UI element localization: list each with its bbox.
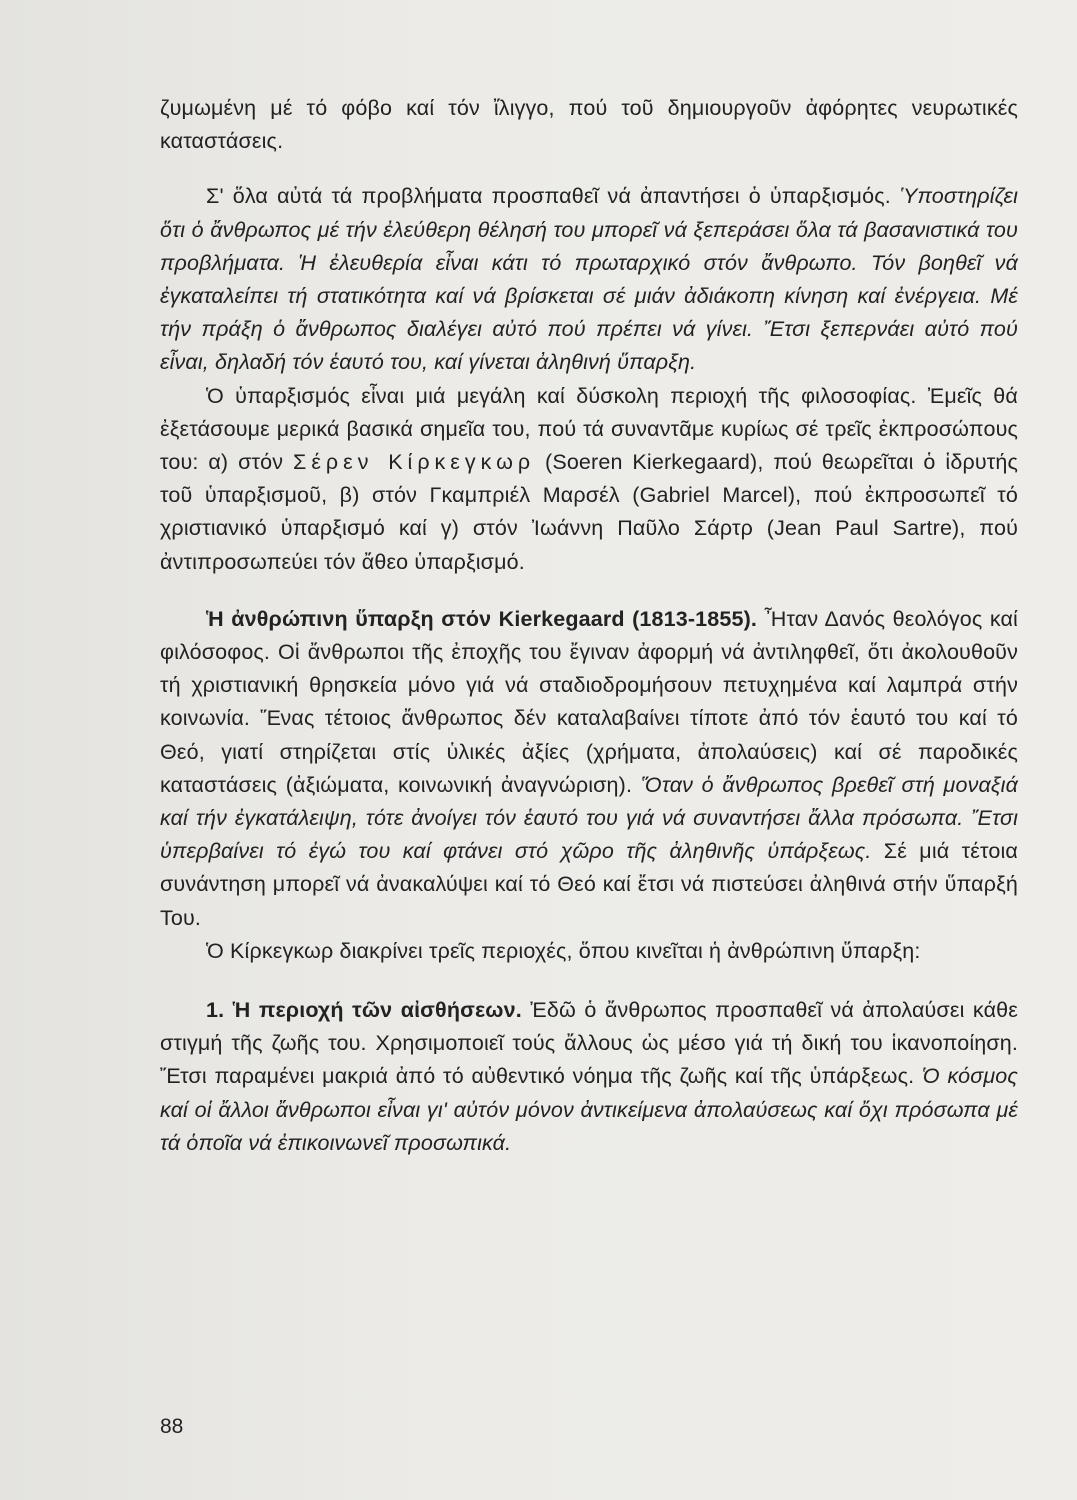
paragraph-3-part-b: (Soeren Kierkegaard), πού θεωρεῖται ὁ ἱδρυτής τοῦ ὑπαρξισμοῦ, β) στόν Γκαμπριέλ Μαρσέλ (Gabriel Marcel), πού ἐκπροσωπεῖ τό χριστιανικό ὑπαρξισμό καί γ) στόν Ἰωάννη Παῦλο Σάρτρ (Jean Paul Sartre), πού ἀντιπροσωπεύει τόν ἄθεο ὑπαρξισμό. [160, 450, 1018, 574]
paragraph-4-part-b: Σέ μιά τέτοια συνάντηση μπορεῖ νά ἀνακαλύψει καί τό Θεό καί ἔτσι νά πιστεύσει ἀληθινά στήν ὕπαρξή Του. [160, 839, 1018, 930]
section-heading-kierkegaard: Ἡ ἀνθρώπινη ὕπαρξη στόν Kierkegaard (1813-1855). [206, 606, 757, 631]
paragraph-6-part-a: Ἐδῶ ὁ ἄνθρωπος προσπαθεῖ νά ἀπολαύσει κάθε στιγμή τῆς ζωῆς του. Χρησιμοποιεῖ τούς ἄλλους ὡς μέσο γιά τή δική του ἱκανοποίηση. Ἔτσι παραμένει μακριά ἀπό τό αὐθεντικό νόημα τῆς ζωῆς καί τῆς ὑπάρξεως. [160, 998, 1018, 1089]
paragraph-6-italic: Ὁ κόσμος καί οἱ ἄλλοι ἄνθρωποι εἶναι γι' αὐτόν μόνον ἀντικείμενα ἀπολαύσεως καί ὄχι πρόσωπα μέ τά ὁποῖα νά ἐπικοινωνεῖ προσωπικά. [160, 1064, 1018, 1155]
section-heading-senses: 1. Ἡ περιοχή τῶν αἰσθήσεων. [206, 998, 522, 1023]
kierkegaard-name-spaced: Σέρεν Κίρκεγκωρ [293, 450, 536, 475]
paragraph-1: ζυμωμένη μέ τό φόβο καί τόν ἴλιγγο, πού τοῦ δημιουργοῦν ἀφόρητες νευρωτικές καταστάσεις. [160, 96, 1018, 154]
paragraph-3-part-a: Ὁ ὑπαρξισμός εἶναι μιά μεγάλη καί δύσκολη περιοχή τῆς φιλοσοφίας. Ἐμεῖς θά ἐξετάσουμε μερικά βασικά σημεῖα του, πού τά συναντᾶμε κυρίως σέ τρεῖς ἐκπροσώπους του: α) στόν [160, 383, 1018, 475]
paragraph-2-italic: Ὑποστηρίζει ὅτι ὁ ἄνθρωπος μέ τήν ἐλεύθερη θέλησή του μπορεῖ νά ξεπεράσει ὅλα τά βασανιστικά του προβλήματα. Ἡ ἐλευθερία εἶναι κάτι τό πρωταρχικό στόν ἄνθρωπο. Τόν βοηθεῖ νά ἐγκαταλείπει τή στατικότητα καί νά βρίσκεται σέ μιάν ἀδιάκοπη κίνηση καί ἐνέργεια. Μέ τήν πράξη ὁ ἄνθρωπος διαλέγει αὐτό πού πρέπει νά γίνει. Ἔτσι ξεπερνάει αὐτό πού εἶναι, δηλαδή τόν ἑαυτό του, καί γίνεται ἀληθινή ὕπαρξη. [160, 184, 1018, 375]
paragraph-4 [160, 603, 1018, 935]
paragraph-6 [160, 994, 1018, 1160]
paragraph-4-italic: Ὅταν ὁ ἄνθρωπος βρεθεῖ στή μοναξιά καί τήν ἐγκατάλειψη, τότε ἀνοίγει τόν ἑαυτό του γιά νά συναντήσει ἄλλα πρόσωπα. Ἔτσι ὑπερβαίνει τό ἐγώ του καί φτάνει στό χῶρο τῆς ἀληθινῆς ὑπάρξεως. [160, 772, 1018, 864]
paragraph-3 [160, 380, 1018, 579]
page-number: 88 [160, 1415, 184, 1438]
paragraph-2-intro: Σ' ὅλα αὐτά τά προβλήματα προσπαθεῖ νά ἀπαντήσει ὁ ὑπαρξισμός. [206, 184, 891, 209]
paragraph-4-part-a: Ἦταν Δανός θεολόγος καί φιλόσοφος. Οἱ ἄνθρωποι τῆς ἐποχῆς του ἔγιναν ἀφορμή νά ἀντιληφθεῖ, ὅτι ἀκολουθοῦν τή χριστιανική θρησκεία μόνο γιά νά σταδιοδρομήσουν πετυχημένα καί λαμπρά στήν κοινωνία. Ἕνας τέτοιος ἄνθρωπος δέν καταλαβαίνει τίποτε ἀπό τόν ἑαυτό του καί τό Θεό, γιατί στηρίζεται στίς ὑλικές ἀξίες (χρήματα, ἀπολαύσεις) καί σέ παροδικές καταστάσεις (ἀξιώματα, κοινωνική ἀναγνώριση). [160, 606, 1018, 797]
paragraph-2 [160, 180, 1018, 379]
paragraph-5: Ὁ Κίρκεγκωρ διακρίνει τρεῖς περιοχές, ὅπου κινεῖται ἡ ἀνθρώπινη ὕπαρξη: [206, 938, 921, 963]
body-text [160, 92, 1018, 1160]
